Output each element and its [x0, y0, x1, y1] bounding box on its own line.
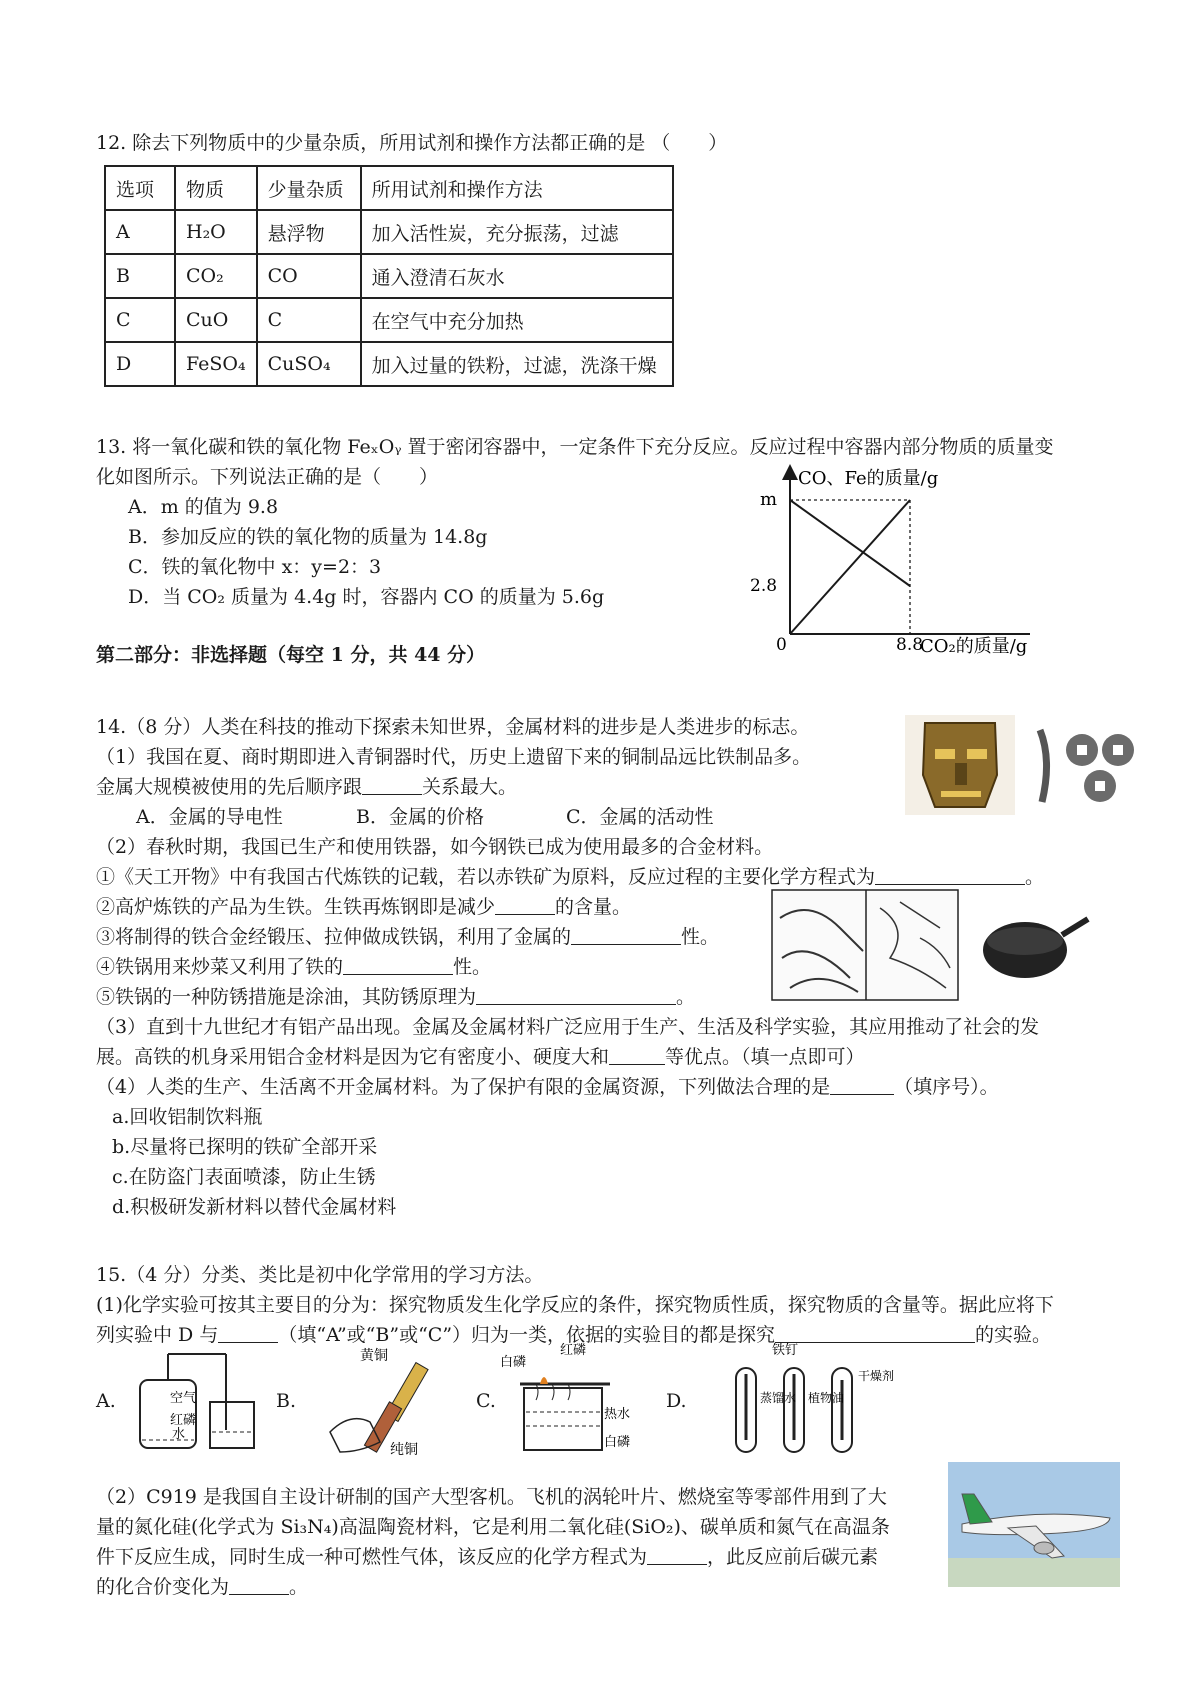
q14-p4-line1	[96, 1072, 999, 1102]
q14-p2-line1: （2）春秋时期，我国已生产和使用铁器，如今钢铁已成为使用最多的合金材料。	[96, 836, 774, 858]
fig-d-water-label: 蒸馏水	[760, 1391, 797, 1405]
x-tick-label: 8.8	[896, 635, 924, 655]
y-axis-label: CO、Fe的质量/g	[798, 468, 939, 489]
table-header: 所用试剂和操作方法	[361, 166, 673, 210]
y-tick-label: 0	[776, 635, 787, 655]
q13-option-b: B．参加反应的铁的氧化物的质量为 14.8g	[128, 526, 488, 548]
table-cell: CO₂	[175, 254, 257, 298]
q15-p2-line2: 量的氮化硅(化学式为 Si₃N₄)高温陶瓷材料，它是利用二氧化硅(SiO₂)、碳单质和氮气在高温条	[96, 1516, 890, 1538]
table-cell: 加入过量的铁粉，过滤，洗涤干燥	[361, 342, 673, 386]
fig-c-label: C.	[476, 1390, 496, 1412]
experiment-a-figure	[130, 1350, 260, 1455]
fe-mass-line	[790, 500, 910, 634]
table-cell: D	[105, 342, 175, 386]
y-tick-label: 2.8	[750, 576, 778, 596]
q14-p1-text-end: 关系最大。	[422, 776, 518, 798]
q14-p1-opt-c: C．金属的活动性	[566, 806, 714, 828]
q12-stem: 12. 除去下列物质中的少量杂质，所用试剂和操作方法都正确的是 （ ）	[96, 132, 728, 154]
fig-a-label: A.	[96, 1390, 116, 1412]
q14-p2-iii-text: ③将制得的铁合金经锻压、拉伸做成铁锅，利用了金属的	[96, 926, 572, 948]
fig-b-label: B.	[276, 1390, 297, 1412]
fig-c-hot-water-label: 热水	[604, 1407, 631, 1422]
experiment-d-figure	[700, 1340, 910, 1458]
q15-p2-text: 件下反应生成，同时生成一种可燃性气体，该反应的化学方程式为	[96, 1546, 648, 1568]
bronze-mask-image	[905, 715, 1015, 815]
q14-p1-line1: （1）我国在夏、商时期即进入青铜器时代，历史上遗留下来的铜制品远比铁制品多。	[96, 746, 812, 768]
table-cell: 在空气中充分加热	[361, 298, 673, 342]
q14-p3-text: 展。高铁的机身采用铝合金材料是因为它有密度小、硬度大和	[96, 1046, 610, 1068]
q15-p2-text4: 的化合价变化为	[96, 1576, 230, 1598]
table-row	[105, 254, 673, 298]
q14-p2-ii-end: 的含量。	[555, 896, 632, 918]
fig-c-white-p2-label: 白磷	[604, 1435, 631, 1450]
table-row	[105, 342, 673, 386]
q14-p2-i-end: 。	[1025, 866, 1045, 888]
answer-blank[interactable]	[362, 774, 422, 795]
q14-p3-text-end: 等优点。（填一点即可）	[665, 1046, 865, 1068]
q12-table	[104, 165, 674, 387]
experiment-c-figure	[500, 1340, 650, 1458]
fig-a-water-label: 水	[172, 1427, 186, 1442]
q13-chart	[730, 460, 1060, 660]
table-row	[105, 210, 673, 254]
part2-title: 第二部分：非选择题（每空 1 分，共 44 分）	[96, 644, 486, 666]
answer-blank[interactable]	[229, 1574, 289, 1595]
q15-p2-text4-end: 。	[289, 1576, 309, 1598]
experiment-b-figure	[320, 1342, 470, 1457]
q14-p2-ii-text: ②高炉炼铁的产品为生铁。生铁再炼钢即是减少	[96, 896, 496, 918]
fig-c-red-p-label: 红磷	[560, 1343, 587, 1358]
q14-p2-ii	[96, 892, 631, 922]
q13-option-a: A．m 的值为 9.8	[128, 496, 279, 518]
answer-blank[interactable]	[830, 1074, 894, 1095]
q14-p4-option-d: d.积极研发新材料以替代金属材料	[112, 1196, 397, 1218]
q13-option-c: C．铁的氧化物中 x：y=2：3	[128, 556, 382, 578]
answer-blank[interactable]	[647, 1544, 707, 1565]
q15-p2-line1: （2）C919 是我国自主设计研制的国产大型客机。飞机的涡轮叶片、燃烧室等零部件用到了大	[96, 1486, 887, 1508]
q14-p1-text: 金属大规模被使用的先后顺序跟	[96, 776, 363, 798]
table-cell: 加入活性炭，充分振荡，过滤	[361, 210, 673, 254]
q14-p3-line2	[96, 1042, 865, 1072]
q14-p4-text-end: （填序号）。	[894, 1076, 999, 1098]
table-header: 物质	[175, 166, 257, 210]
q14-p2-iv-end: 性。	[453, 956, 492, 978]
table-cell: CO	[257, 254, 361, 298]
fig-d-nail-label: 铁钉	[772, 1343, 799, 1358]
q15-p1-text-mid: （填“A”或“B”或“C”）归为一类，依据的实验目的都是探究	[278, 1324, 776, 1346]
c919-airplane-image	[948, 1462, 1120, 1587]
q13-stem-line2: 化如图所示。下列说法正确的是（ ）	[96, 466, 439, 488]
q14-p2-v	[96, 982, 695, 1012]
q15-p1-text: 列实验中 D 与	[96, 1324, 219, 1346]
q14-p2-v-text: ⑤铁锅的一种防锈措施是涂油，其防锈原理为	[96, 986, 477, 1008]
q14-p2-v-end: 。	[676, 986, 696, 1008]
fig-a-p-label: 红磷	[170, 1413, 197, 1428]
answer-blank[interactable]	[571, 924, 681, 945]
answer-blank[interactable]	[875, 864, 1025, 885]
q14-p2-iii-end: 性。	[681, 926, 720, 948]
x-axis-label: CO₂的质量/g	[920, 636, 1028, 657]
table-cell: A	[105, 210, 175, 254]
answer-blank[interactable]	[218, 1322, 278, 1343]
q14-p2-iv-text: ④铁锅用来炒菜又利用了铁的	[96, 956, 344, 978]
table-header-row	[105, 166, 673, 210]
table-header: 少量杂质	[257, 166, 361, 210]
q14-stem: 14.（8 分）人类在科技的推动下探索未知世界，金属材料的进步是人类进步的标志。	[96, 716, 810, 738]
table-cell: C	[257, 298, 361, 342]
answer-blank[interactable]	[495, 894, 555, 915]
q14-p4-option-a: a.回收铝制饮料瓶	[112, 1106, 263, 1128]
q14-p2-iii	[96, 922, 719, 952]
table-cell: CuO	[175, 298, 257, 342]
ancient-smelting-image	[770, 888, 960, 1002]
table-header: 选项	[105, 166, 175, 210]
iron-wok-image	[980, 905, 1090, 985]
table-cell: CuSO₄	[257, 342, 361, 386]
q14-p3-line1: （3）直到十九世纪才有铝产品出现。金属及金属材料广泛应用于生产、生活及科学实验，其应用推动了社会的发	[96, 1016, 1040, 1038]
q13-stem-line1: 13. 将一氧化碳和铁的氧化物 FeₓOᵧ 置于密闭容器中，一定条件下充分反应。反应过程中容器内部分物质的质量变	[96, 436, 1054, 458]
table-row	[105, 298, 673, 342]
fig-b-copper-label: 纯铜	[390, 1442, 418, 1457]
q15-p2-line3	[96, 1542, 878, 1572]
table-cell: B	[105, 254, 175, 298]
co-mass-line	[790, 500, 910, 586]
q15-p1-text-end: 的实验。	[975, 1324, 1052, 1346]
fig-a-air-label: 空气	[170, 1391, 197, 1406]
q15-stem: 15.（4 分）分类、类比是初中化学常用的学习方法。	[96, 1264, 544, 1286]
q15-p2-text-end: ，此反应前后碳元素	[707, 1546, 879, 1568]
table-cell: H₂O	[175, 210, 257, 254]
q14-p2-i-text: ①《天工开物》中有我国古代炼铁的记载，若以赤铁矿为原料，反应过程的主要化学方程式为	[96, 866, 876, 888]
fig-c-white-p-label: 白磷	[500, 1355, 527, 1370]
q14-p1-opt-a: A．金属的导电性	[136, 806, 283, 828]
answer-blank[interactable]	[609, 1044, 665, 1065]
q14-p1-line2	[96, 772, 517, 802]
q14-p4-option-c: c.在防盗门表面喷漆，防止生锈	[112, 1166, 376, 1188]
fig-d-dry-label: 干燥剂	[858, 1369, 895, 1383]
fig-d-oil-label: 植物油	[808, 1391, 845, 1405]
q13-option-d: D．当 CO₂ 质量为 4.4g 时，容器内 CO 的质量为 5.6g	[128, 586, 605, 608]
q15-p1-line1: (1)化学实验可按其主要目的分为：探究物质发生化学反应的条件，探究物质性质，探究物质的含量等。据此应将下	[96, 1294, 1054, 1316]
table-cell: C	[105, 298, 175, 342]
iron-coins-image	[1030, 720, 1140, 810]
q14-p1-opt-b: B．金属的价格	[356, 806, 484, 828]
answer-blank[interactable]	[343, 954, 453, 975]
answer-blank[interactable]	[476, 984, 676, 1005]
table-cell: FeSO₄	[175, 342, 257, 386]
q14-p4-text: （4）人类的生产、生活离不开金属材料。为了保护有限的金属资源，下列做法合理的是	[96, 1076, 831, 1098]
y-tick-label: m	[760, 489, 778, 510]
q14-p2-iv	[96, 952, 491, 982]
table-cell: 通入澄清石灰水	[361, 254, 673, 298]
q15-p2-line4	[96, 1572, 308, 1602]
q14-p4-option-b: b.尽量将已探明的铁矿全部开采	[112, 1136, 378, 1158]
fig-b-brass-label: 黄铜	[360, 1348, 388, 1364]
fig-d-label: D.	[666, 1390, 687, 1412]
table-cell: 悬浮物	[257, 210, 361, 254]
